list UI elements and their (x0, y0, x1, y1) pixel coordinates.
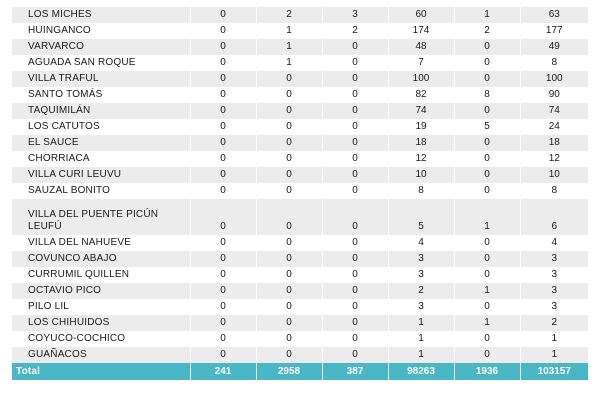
value-cell: 1 (454, 199, 520, 235)
locality-name: VILLA DEL PUENTE PICÚN LEUFÚ (12, 199, 190, 235)
value-cell: 60 (388, 7, 454, 23)
total-row (12, 363, 588, 380)
value-cell: 2 (322, 23, 388, 39)
value-cell: 0 (454, 39, 520, 55)
value-cell: 0 (190, 23, 256, 39)
value-cell: 1 (388, 331, 454, 347)
value-cell: 0 (322, 267, 388, 283)
locality-name: TAQUIMILÁN (12, 103, 190, 119)
value-cell: 0 (322, 71, 388, 87)
value-cell: 0 (322, 235, 388, 251)
value-cell: 0 (322, 299, 388, 315)
value-cell: 82 (388, 87, 454, 103)
value-cell: 3 (520, 267, 588, 283)
value-cell: 1 (256, 55, 322, 71)
locality-name: OCTAVIO PICO (12, 283, 190, 299)
table-row (12, 315, 588, 331)
value-cell: 3 (388, 251, 454, 267)
total-value-cell: 98263 (388, 363, 454, 380)
value-cell: 8 (454, 87, 520, 103)
value-cell: 0 (190, 7, 256, 23)
value-cell: 0 (190, 55, 256, 71)
table-row (12, 23, 588, 39)
value-cell: 0 (322, 315, 388, 331)
table-row (12, 151, 588, 167)
value-cell: 0 (190, 331, 256, 347)
value-cell: 7 (388, 55, 454, 71)
value-cell: 0 (256, 199, 322, 235)
value-cell: 0 (256, 299, 322, 315)
locality-name: SAUZAL BONITO (12, 183, 190, 199)
table-row (12, 331, 588, 347)
table-row (12, 347, 588, 363)
value-cell: 1 (520, 347, 588, 363)
total-value-cell: 103157 (520, 363, 588, 380)
table-row (12, 103, 588, 119)
value-cell: 19 (388, 119, 454, 135)
value-cell: 0 (454, 347, 520, 363)
value-cell: 1 (256, 39, 322, 55)
value-cell: 0 (190, 347, 256, 363)
value-cell: 0 (190, 103, 256, 119)
value-cell: 0 (256, 347, 322, 363)
value-cell: 0 (454, 299, 520, 315)
value-cell: 0 (256, 251, 322, 267)
table-row (12, 299, 588, 315)
value-cell: 8 (388, 183, 454, 199)
value-cell: 4 (520, 235, 588, 251)
table-row (12, 235, 588, 251)
locality-name: EL SAUCE (12, 135, 190, 151)
value-cell: 3 (322, 7, 388, 23)
value-cell: 0 (190, 135, 256, 151)
locality-name: COVUNCO ABAJO (12, 251, 190, 267)
value-cell: 0 (322, 347, 388, 363)
value-cell: 0 (190, 183, 256, 199)
value-cell: 0 (190, 315, 256, 331)
value-cell: 2 (256, 7, 322, 23)
value-cell: 2 (454, 23, 520, 39)
value-cell: 0 (256, 331, 322, 347)
locality-name: SANTO TOMÁS (12, 87, 190, 103)
value-cell: 0 (454, 235, 520, 251)
value-cell: 49 (520, 39, 588, 55)
value-cell: 0 (190, 71, 256, 87)
value-cell: 18 (388, 135, 454, 151)
table-row (12, 199, 588, 235)
value-cell: 100 (388, 71, 454, 87)
value-cell: 5 (388, 199, 454, 235)
value-cell: 0 (322, 135, 388, 151)
value-cell: 1 (520, 331, 588, 347)
value-cell: 0 (454, 251, 520, 267)
value-cell: 0 (322, 55, 388, 71)
value-cell: 0 (322, 283, 388, 299)
table-row (12, 55, 588, 71)
value-cell: 1 (388, 315, 454, 331)
value-cell: 2 (520, 315, 588, 331)
locality-name: CHORRIACA (12, 151, 190, 167)
table-row (12, 251, 588, 267)
value-cell: 0 (256, 119, 322, 135)
value-cell: 0 (322, 103, 388, 119)
value-cell: 0 (322, 39, 388, 55)
value-cell: 3 (520, 299, 588, 315)
value-cell: 0 (322, 167, 388, 183)
value-cell: 0 (256, 167, 322, 183)
value-cell: 0 (190, 199, 256, 235)
value-cell: 0 (190, 151, 256, 167)
value-cell: 0 (322, 119, 388, 135)
total-value-cell: 1936 (454, 363, 520, 380)
value-cell: 0 (256, 71, 322, 87)
value-cell: 100 (520, 71, 588, 87)
locality-name: VILLA CURI LEUVU (12, 167, 190, 183)
value-cell: 24 (520, 119, 588, 135)
localities-table-container (12, 7, 588, 380)
table-row (12, 167, 588, 183)
table-row (12, 7, 588, 23)
value-cell: 10 (388, 167, 454, 183)
total-label: Total (12, 363, 190, 380)
total-value-cell: 241 (190, 363, 256, 380)
value-cell: 0 (190, 235, 256, 251)
value-cell: 0 (190, 283, 256, 299)
value-cell: 0 (322, 87, 388, 103)
value-cell: 0 (256, 315, 322, 331)
locality-name: LOS MICHES (12, 7, 190, 23)
value-cell: 0 (454, 71, 520, 87)
locality-name: VARVARCO (12, 39, 190, 55)
value-cell: 0 (190, 299, 256, 315)
value-cell: 0 (256, 283, 322, 299)
locality-name: HUINGANCO (12, 23, 190, 39)
table-row (12, 71, 588, 87)
table-row (12, 267, 588, 283)
table-row (12, 183, 588, 199)
locality-name: VILLA TRAFUL (12, 71, 190, 87)
value-cell: 0 (256, 135, 322, 151)
value-cell: 3 (520, 251, 588, 267)
locality-name: GUAÑACOS (12, 347, 190, 363)
value-cell: 3 (520, 283, 588, 299)
value-cell: 0 (454, 103, 520, 119)
value-cell: 12 (388, 151, 454, 167)
value-cell: 0 (190, 119, 256, 135)
value-cell: 8 (520, 55, 588, 71)
value-cell: 63 (520, 7, 588, 23)
value-cell: 1 (454, 7, 520, 23)
locality-name: LOS CATUTOS (12, 119, 190, 135)
value-cell: 0 (322, 199, 388, 235)
value-cell: 0 (454, 167, 520, 183)
locality-name: LOS CHIHUIDOS (12, 315, 190, 331)
value-cell: 90 (520, 87, 588, 103)
table-body (12, 7, 588, 380)
value-cell: 0 (454, 267, 520, 283)
value-cell: 0 (190, 251, 256, 267)
value-cell: 6 (520, 199, 588, 235)
value-cell: 0 (190, 267, 256, 283)
value-cell: 0 (322, 251, 388, 267)
value-cell: 2 (388, 283, 454, 299)
value-cell: 3 (388, 299, 454, 315)
value-cell: 8 (520, 183, 588, 199)
value-cell: 0 (190, 39, 256, 55)
locality-name: VILLA DEL NAHUEVE (12, 235, 190, 251)
value-cell: 174 (388, 23, 454, 39)
value-cell: 4 (388, 235, 454, 251)
value-cell: 1 (454, 315, 520, 331)
value-cell: 0 (256, 267, 322, 283)
localities-table (12, 7, 588, 380)
value-cell: 0 (454, 331, 520, 347)
value-cell: 3 (388, 267, 454, 283)
value-cell: 0 (322, 331, 388, 347)
value-cell: 0 (322, 151, 388, 167)
value-cell: 0 (190, 167, 256, 183)
value-cell: 5 (454, 119, 520, 135)
table-row (12, 87, 588, 103)
value-cell: 0 (454, 151, 520, 167)
locality-name: AGUADA SAN ROQUE (12, 55, 190, 71)
total-value-cell: 2958 (256, 363, 322, 380)
value-cell: 48 (388, 39, 454, 55)
locality-name: COYUCO-COCHICO (12, 331, 190, 347)
value-cell: 74 (520, 103, 588, 119)
value-cell: 0 (454, 183, 520, 199)
value-cell: 0 (454, 135, 520, 151)
value-cell: 0 (256, 235, 322, 251)
locality-name: PILO LIL (12, 299, 190, 315)
value-cell: 0 (256, 183, 322, 199)
value-cell: 18 (520, 135, 588, 151)
value-cell: 177 (520, 23, 588, 39)
locality-name: CURRUMIL QUILLEN (12, 267, 190, 283)
total-value-cell: 387 (322, 363, 388, 380)
value-cell: 0 (322, 183, 388, 199)
value-cell: 12 (520, 151, 588, 167)
value-cell: 1 (388, 347, 454, 363)
table-row (12, 135, 588, 151)
table-row (12, 283, 588, 299)
value-cell: 1 (454, 283, 520, 299)
table-row (12, 39, 588, 55)
value-cell: 0 (256, 87, 322, 103)
value-cell: 0 (256, 151, 322, 167)
value-cell: 10 (520, 167, 588, 183)
value-cell: 0 (256, 103, 322, 119)
value-cell: 0 (190, 87, 256, 103)
value-cell: 74 (388, 103, 454, 119)
value-cell: 1 (256, 23, 322, 39)
table-row (12, 119, 588, 135)
value-cell: 0 (454, 55, 520, 71)
